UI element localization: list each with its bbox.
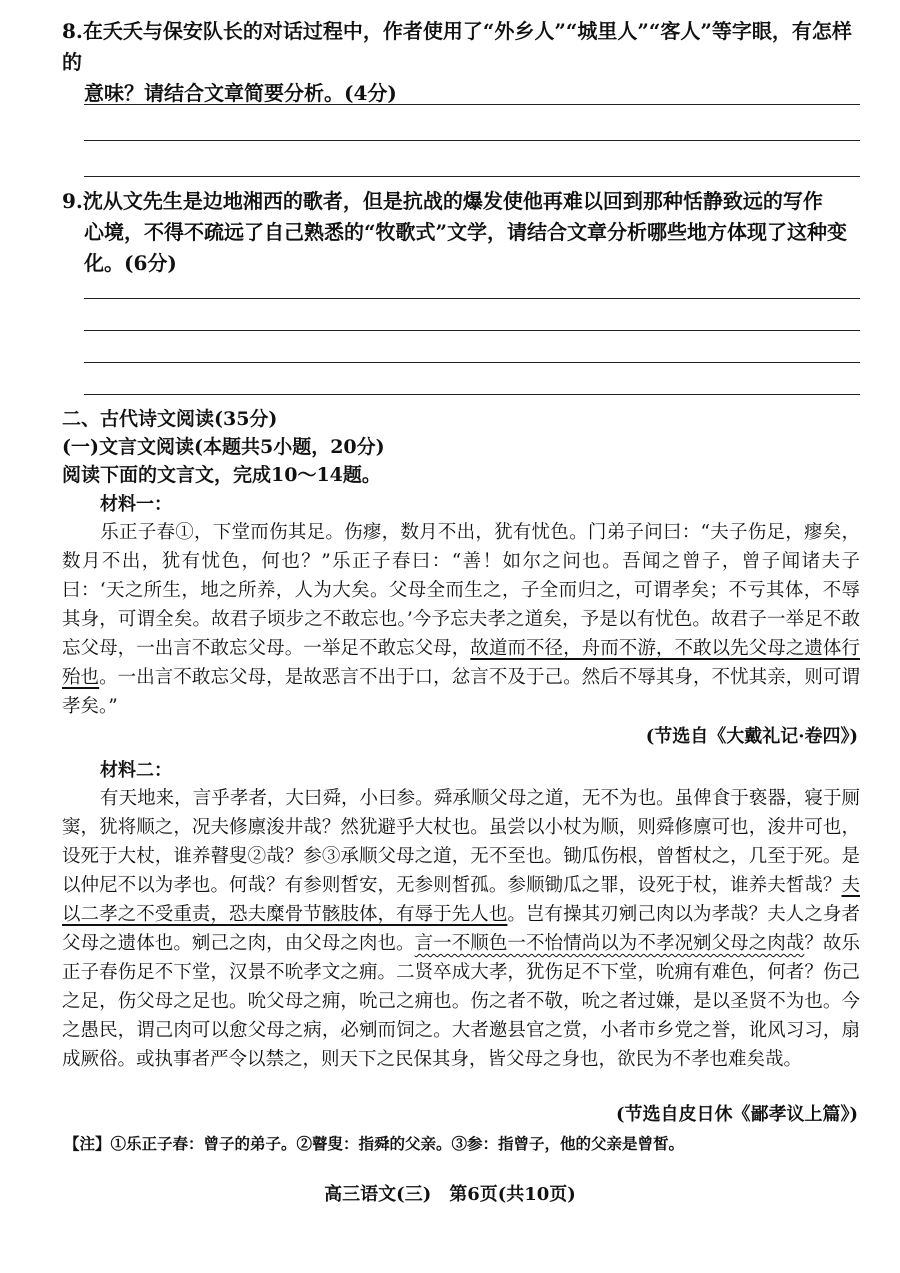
annotation-note: 【注】①乐正子春：曾子的弟子。②瞽叟：指舜的父亲。③参：指曾子，他的父亲是曾皙。: [64, 1134, 685, 1153]
material-1-text: [62, 518, 860, 721]
question-8-line-2: 意味？请结合文章简要分析。(4分): [84, 81, 397, 105]
section-subtitle: (一)文言文阅读(本题共5小题，20分): [62, 436, 385, 458]
answer-line-q8-2[interactable]: [84, 140, 860, 141]
question-9-line-3: 化。(6分): [84, 251, 177, 275]
question-8-line-1: 在夭夭与保安队长的对话过程中，作者使用了“外乡人”“城里人”“客人”等字眼，有怎样的: [62, 19, 852, 74]
answer-line-q8-1[interactable]: [84, 104, 860, 105]
section-title: 二、古代诗文阅读(35分): [62, 408, 278, 430]
material-1-underlined-sentence: 故道而不径，舟而不游，不敢以先父母之遗体行殆也: [62, 638, 860, 688]
material-2-source: (节选自皮日休《鄙孝议上篇》): [615, 1104, 858, 1125]
material-2-text: [62, 784, 860, 1074]
question-8-number: 8.: [62, 19, 83, 43]
question-9-line-2: 心境，不得不疏远了自己熟悉的“牧歌式”文学，请结合文章分析哪些地方体现了这种变: [84, 220, 848, 244]
page-footer: 高三语文(三) 第6页(共10页): [324, 1184, 576, 1205]
question-9: [62, 186, 862, 279]
answer-line-q9-2[interactable]: [84, 330, 860, 331]
question-8: [62, 16, 862, 109]
material-2-underlined-sentence: 夫以二孝之不受重责，恐夫糜骨节骸肢体，有辱于先人也: [62, 875, 860, 925]
material-1-text-part-2: 。一出言不敢忘父母，是故恶言不出于口，忿言不及于己。然后不辱其身，不忧其亲，则可谓孝矣。”: [62, 667, 860, 717]
answer-line-q8-3[interactable]: [84, 176, 860, 177]
question-9-line-1: 沈从文先生是边地湘西的歌者，但是抗战的爆发使他再难以回到那种恬静致远的写作: [82, 189, 823, 213]
material-2-wavy-underlined-sentence: 言一不顺色一不怡情尚以为不孝况剜父母之肉哉: [414, 933, 805, 954]
question-9-number: 9.: [62, 189, 83, 213]
material-1-source: (节选自《大戴礼记·卷四》): [645, 726, 858, 747]
material-2-title: 材料二：: [100, 760, 172, 781]
section-instruction: 阅读下面的文言文，完成10～14题。: [62, 464, 381, 486]
material-2-text-part-2: 。岂有操其刃剜己肉以为孝哉？夫人之身者父母之遗体也。剜己之肉，由父母之肉也。: [62, 904, 860, 954]
answer-line-q9-4[interactable]: [84, 394, 860, 395]
material-1-title: 材料一：: [100, 494, 172, 515]
material-1-text-part-1: 乐正子春①，下堂而伤其足。伤瘳，数月不出，犹有忧色。门弟子问曰：“夫子伤足，瘳矣，数月不出，犹有忧色，何也？”乐正子春曰：“善！如尔之问也。吾闻之曾子，曾子闻诸夫子曰：‘天之所生，地之所养，人为大矣。父母全而生之，子全而归之，可谓孝矣；不亏其体，不辱其身，可谓全矣。故君子顷步之不敢忘也。’今予忘夫孝之道矣，予是以有忧色。故君子一举足不敢忘父母，一出言不敢忘父母。一举足不敢忘父母，: [62, 522, 860, 659]
material-2-text-part-3: ？故乐正子春伤足不下堂，汉景不吮孝文之痈。二贤卒成大孝，犹伤足不下堂，吮痈有难色，何者？伤己之足，伤父母之足也。吮父母之痈，吮己之痈也。伤之者不敬，吮之者过嫌，是以圣贤不为也。今之愚民，谓己肉可以愈父母之病，必剜而饲之。大者邀县官之赏，小者市乡党之誉，讹风习习，扇成厥俗。或执事者严令以禁之，则天下之民保其身，皆父母之身也，欲民为不孝也难矣哉。: [62, 933, 860, 1070]
answer-line-q9-1[interactable]: [84, 298, 860, 299]
answer-line-q9-3[interactable]: [84, 362, 860, 363]
material-2-text-part-1: 有天地来，言乎孝者，大曰舜，小曰参。舜承顺父母之道，无不为也。虽俾食于亵器，寝于厕窦，犹将顺之，况夫修廪浚井哉？然犹避乎大杖也。虽尝以小杖为顺，则舜修廪可也，浚井可也，设死于大杖，谁养瞽叟②哉？参③承顺父母之道，无不至也。锄瓜伤根，曾皙杖之，几至于死。是以仲尼不以为孝也。何哉？有参则皙安，无参则皙孤。参顺锄瓜之罪，设死于杖，谁养夫皙哉？: [62, 788, 860, 896]
